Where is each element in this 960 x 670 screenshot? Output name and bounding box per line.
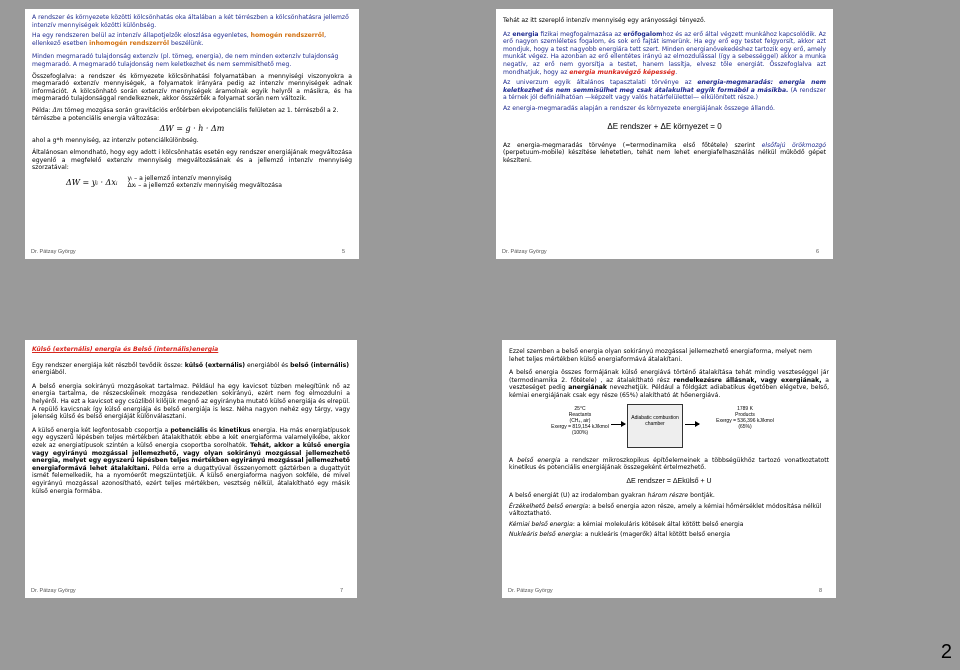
footer-author: Dr. Pátzay György bbox=[502, 249, 547, 255]
sensible-term: Érzékelhető belső energia bbox=[509, 502, 589, 510]
energy-composition-text bbox=[32, 362, 350, 377]
footer-author: Dr. Pátzay György bbox=[31, 249, 76, 255]
internal-energy-text: Ezzel szemben a belső energia olyan sokirányú mozgással jellemezhető energiaforma, melyet nem lehet teljes mértékben külső energiaformává átalakítani. bbox=[509, 348, 812, 363]
chemical-desc: : a kémiai molekuláris kötések által kötött belső energia bbox=[572, 520, 744, 528]
external-term: külső (externális) bbox=[184, 361, 246, 369]
perpetuum-part-b: (perpetuum-mobile) készítése lehetetlen, tehát nem lehet energiafelhasználás nélkül működő gépet készíteni. bbox=[503, 149, 826, 165]
reactants-formula: (CH₄, air) bbox=[569, 417, 591, 424]
example-text bbox=[32, 107, 352, 122]
homog-part-b: , ellenkező esetben bbox=[32, 32, 327, 47]
combustion-diagram bbox=[509, 404, 829, 452]
example-label: Példa: bbox=[32, 106, 51, 114]
equation-conservation bbox=[503, 123, 826, 132]
summary-text: Összefoglalva: a rendszer és környezete kölcsönhatási folyamatában a mennyiségi viszonyokra a megmaradó extenzív mennyiségek, a folyamatok irányára pedig az intenzív mennyiségek adnak információt. A kölcsönható során extenzív mennyiségek áramolnak egyik helyről a másikra, és ha megmaradó tulajdonsággal rendelkeznek, akkor összérték a folyamat során nem változik. bbox=[32, 72, 352, 103]
xi-desc: Δxᵢ – a jellemző extenzív mennyiség megváltozása bbox=[127, 182, 282, 190]
force-term: erőfogalom bbox=[623, 30, 663, 38]
perpetuum-text bbox=[503, 142, 826, 165]
exergy-text bbox=[509, 369, 829, 399]
three-parts-text bbox=[509, 492, 829, 500]
energy-work-capacity: energia munkavégző képesség bbox=[569, 68, 676, 76]
kinetic-term: kinetikus bbox=[218, 426, 251, 434]
perpetuum-term: elsőfajú örökmozgó bbox=[761, 141, 826, 149]
internal-def-part-a: A bbox=[509, 456, 518, 464]
three-parts-b: bontják. bbox=[688, 492, 715, 500]
arrow-in-icon bbox=[611, 424, 625, 425]
groups-part-b: és bbox=[207, 426, 219, 434]
homog-part-c: beszélünk. bbox=[169, 39, 204, 47]
energy-part-c: hoz és az erő által végzett munkához kapcsolódik. Az erő nagyon szemléletes fogalom, és sok erő fajtát ismerünk. Ha egy erő egy testet felgyorsít, akkor azt mondjuk, hogy a test nagyobb energiára tett szert. Minden energianövekedéshez tartozik egy erő, amely munkát végez. Ha azonban az erő ellentétes irányú az elmozdulással (így a sebességgel) akkor a munka negatív, az erő nem gyorsítja a testet, hanem lassítja, elvesz tőle energiát. Összefoglalva azt mondhatjuk, hogy az bbox=[503, 30, 826, 76]
slide-footer bbox=[31, 588, 343, 594]
equation-general-block bbox=[66, 175, 352, 190]
footer-author: Dr. Pátzay György bbox=[31, 588, 76, 594]
chemical-term: Kémiai belső energia bbox=[509, 520, 573, 528]
groups-part-a: A külső energia két legfontosabb csoportja a bbox=[32, 426, 171, 434]
slide-7 bbox=[25, 340, 357, 598]
exergy-part-c: a veszteséget pedig bbox=[509, 376, 829, 392]
external-groups-text bbox=[32, 427, 350, 495]
example-body: tömeg mozgása során gravitációs erőtérben ekvipotenciális felületen az 1. térrészből a 2. térrészbe a potenciális energia változása: bbox=[32, 106, 339, 122]
energy-part-a: Az bbox=[503, 30, 513, 38]
nuclear-energy-text bbox=[509, 531, 829, 539]
reactants-title: Reactants bbox=[568, 411, 592, 418]
groups-part-d: Példa erre a dugattyúval összenyomott gáztérben a dugattyút ismét felemelkedik, ha a nyomóerőt megszüntetjük. A külső energiaforma nagyon sokféle, de mivel egyirányú mozgással azonosítható, ezért teljes mértékben, vesztség nélkül, átalakítható egy másik külső energia formába. bbox=[32, 464, 350, 495]
conserved-text: Minden megmaradó tulajdonság extenzív (pl. tömeg, energia), de nem minden extenzív tulajdonság megmaradó. A megmaradó tulajdonság nem keletkezhet és nem semmisíthető meg. bbox=[32, 53, 339, 68]
equation-total-energy bbox=[509, 478, 829, 486]
sensible-energy-text bbox=[509, 503, 829, 518]
conservation-part-b: (A rendszer a térnek jól definiálhatóan —képzelt vagy valós határfelülettel— elkülönített része.) bbox=[503, 86, 826, 102]
reactants-temp: 25°C bbox=[574, 405, 586, 412]
products-exergy: Exergy = 536,396 kJ/kmol bbox=[716, 417, 774, 424]
equation-1: ΔW = g · h · Δm bbox=[159, 124, 225, 134]
gh-text: ahol a g*h mennyiség, az intenzív potenciálkülönbség. bbox=[32, 137, 199, 145]
slide-5 bbox=[25, 9, 359, 259]
nuclear-desc: : a nukleáris (magerők) által kötött belső energia bbox=[580, 531, 731, 539]
arrow-out-icon bbox=[685, 424, 699, 425]
reactants-box bbox=[543, 406, 617, 436]
groups-bold-statement: Tehát, akkor a külső energia vagy egyirányú mozgással jellemezhető, vagy olyan sokirányú mozgással jellemezhető energia, melyet egy egyszerű lépésben teljes mértékben egyirányú mozgással jellemezhető energiaformává lehet átalakítani. bbox=[32, 441, 350, 472]
exergy-term: rendelkezésre állásnak, vagy exergiának, bbox=[673, 376, 822, 384]
products-box bbox=[705, 406, 785, 430]
composition-part-a: Egy rendszer energiája két részből tevődik össze: bbox=[32, 361, 185, 369]
perpetuum-part-a: Az energia-megmaradás törvénye (=termodinamika első főtétele) szerint bbox=[503, 141, 762, 149]
homog-term: homogén rendszerről bbox=[250, 32, 325, 40]
sum-constant-text: Az energia-megmaradás alapján a rendszer és környezete energiájának összege állandó. bbox=[503, 104, 775, 112]
slide-page-number: 6 bbox=[815, 249, 819, 255]
equation-potential bbox=[32, 125, 352, 134]
anergy-term: anergiának bbox=[568, 384, 607, 392]
reactants-exergy: Exergy = 819,154 kJ/kmol bbox=[551, 423, 609, 430]
internal-term: belső (internális) bbox=[290, 361, 349, 369]
slide-page-number: 7 bbox=[339, 588, 343, 594]
potential-term: potenciális bbox=[170, 426, 208, 434]
conservation-law: energia-megmaradás: energia nem keletkezhet és nem semmisülhet meg csak átalakulhat egyik formából a másikba. bbox=[503, 79, 826, 94]
products-percent: (65%) bbox=[738, 423, 752, 430]
products-title: Products bbox=[735, 411, 755, 418]
reactants-percent: (100%) bbox=[571, 429, 589, 436]
energy-term: energia bbox=[512, 30, 539, 38]
homog-part-a: Ha egy rendszeren belül az intenzív állapotjelzők eloszlása egyenletes, bbox=[32, 32, 251, 40]
conservation-text bbox=[503, 79, 826, 102]
slide-footer bbox=[508, 588, 822, 594]
inhomog-term: inhomogén rendszerről bbox=[89, 39, 170, 47]
homogeneity-text bbox=[32, 32, 352, 47]
internal-def-part-b: a rendszer mikroszkopikus építőelemeinek a többségükhöz tartozó vonatkoztatott kinetikus és potenciális energiájának összegeként értelmezhető. bbox=[509, 456, 829, 472]
footer-author: Dr. Pátzay György bbox=[508, 588, 553, 594]
three-parts-a: A belső energiát (U) az irodalomban gyakran bbox=[509, 492, 648, 500]
slide-footer bbox=[31, 249, 345, 255]
slide-6 bbox=[496, 9, 833, 259]
exergy-part-a: A belső energia összes formájának külső energiává történő átalakítása tehát mindig veszteséggel jár (termodinamika 2. főtétele) , az átalakítható rész bbox=[509, 369, 829, 384]
internal-def-term: belső energia bbox=[517, 456, 561, 464]
equation-delta-e: ΔE rendszer + ΔE környezet = 0 bbox=[607, 121, 722, 131]
intro-text: A rendszer és környezete közötti kölcsönhatás oka általában a két térrészben a kölcsönhatásra jellemző intenzív mennyiségek közötti különbség. bbox=[32, 14, 349, 29]
energy-part-d: . bbox=[675, 68, 678, 76]
nuclear-term: Nukleáris belső energia bbox=[509, 531, 581, 539]
exergy-part-d: nevezhetjük. Például a földgázt adiabatikus égetőben elégetve, belső, kémiai energiájának csak egy része (65%) alakítható át hőenergiává. bbox=[509, 384, 830, 399]
factor-text: Tehát az itt szereplő intenzív mennyiség egy arányossági tényező. bbox=[503, 17, 706, 24]
yi-desc: yᵢ – a jellemző intenzív mennyiség bbox=[127, 174, 232, 182]
slide-page-number: 5 bbox=[341, 249, 345, 255]
composition-part-e: energiából. bbox=[32, 369, 67, 377]
energy-definition-text bbox=[503, 31, 826, 77]
pebble-example-text: A belső energia sokirányú mozgásokat tartalmaz. Például ha egy kavicsot túzben melegítünk nő az energia tartalma, de részecskéinek mozgása rendezetlen sokirányú, ezért nem fog elmozdulni a helyéről. Ha ezt a kavicsot egy csúzliból kilőjük megnő az egyirányba mutató külső energiája és elrepül. A repülő kavicsnak így külső energiája és belső energiája is lesz. Néha nagyon nehéz egy tárgy, vagy jelenség külső és belső energiáját különválasztani. bbox=[32, 382, 350, 421]
conservation-part-a: Az univerzum egyik általános tapasztalati törvénye az bbox=[503, 79, 698, 87]
three-parts-term: három részre bbox=[647, 492, 689, 500]
document-page-number: 2 bbox=[940, 641, 952, 663]
groups-part-c: energia. Ha más energiatípusok egy egyszerű lépésben teljes mértékben átalakíthatók ebbe a két energiaforma valamelyikébe, akkor ezek az energiatípusok szintén a külső energia csoportba sorolhatók. bbox=[32, 426, 351, 449]
slide-title: Külső (externális) energia és Belső (internális)energia bbox=[32, 346, 219, 353]
energy-part-b: fizikai megfogalmazása az bbox=[538, 30, 624, 38]
slide-8 bbox=[502, 340, 836, 598]
general-text: Általánosan elmondható, hogy egy adott i kölcsönhatás esetén egy rendszer energiájának megváltozása egyenlő a megfelelő extenzív mennyiség megváltozásának és a jellemző intenzív mennyiség szorzatával: bbox=[32, 149, 352, 172]
slide-page-number: 8 bbox=[818, 588, 822, 594]
internal-definition-text bbox=[509, 457, 829, 472]
example-mass: Δm bbox=[52, 106, 63, 114]
equation-2: ΔW = yᵢ · Δxᵢ bbox=[66, 177, 118, 187]
composition-part-c: energiából és bbox=[245, 361, 291, 369]
chemical-energy-text bbox=[509, 521, 829, 529]
products-temp: 1789 K bbox=[737, 405, 753, 412]
combustion-chamber: Adiabatic combustion chamber bbox=[627, 404, 683, 448]
equation-e-total: ΔE rendszer = ΔEkülső + U bbox=[626, 477, 712, 485]
sensible-desc: : a belső energia azon része, amely a kémiai hőmérséklet módosítása nélkül változtatható. bbox=[509, 502, 822, 518]
slide-footer bbox=[502, 249, 819, 255]
